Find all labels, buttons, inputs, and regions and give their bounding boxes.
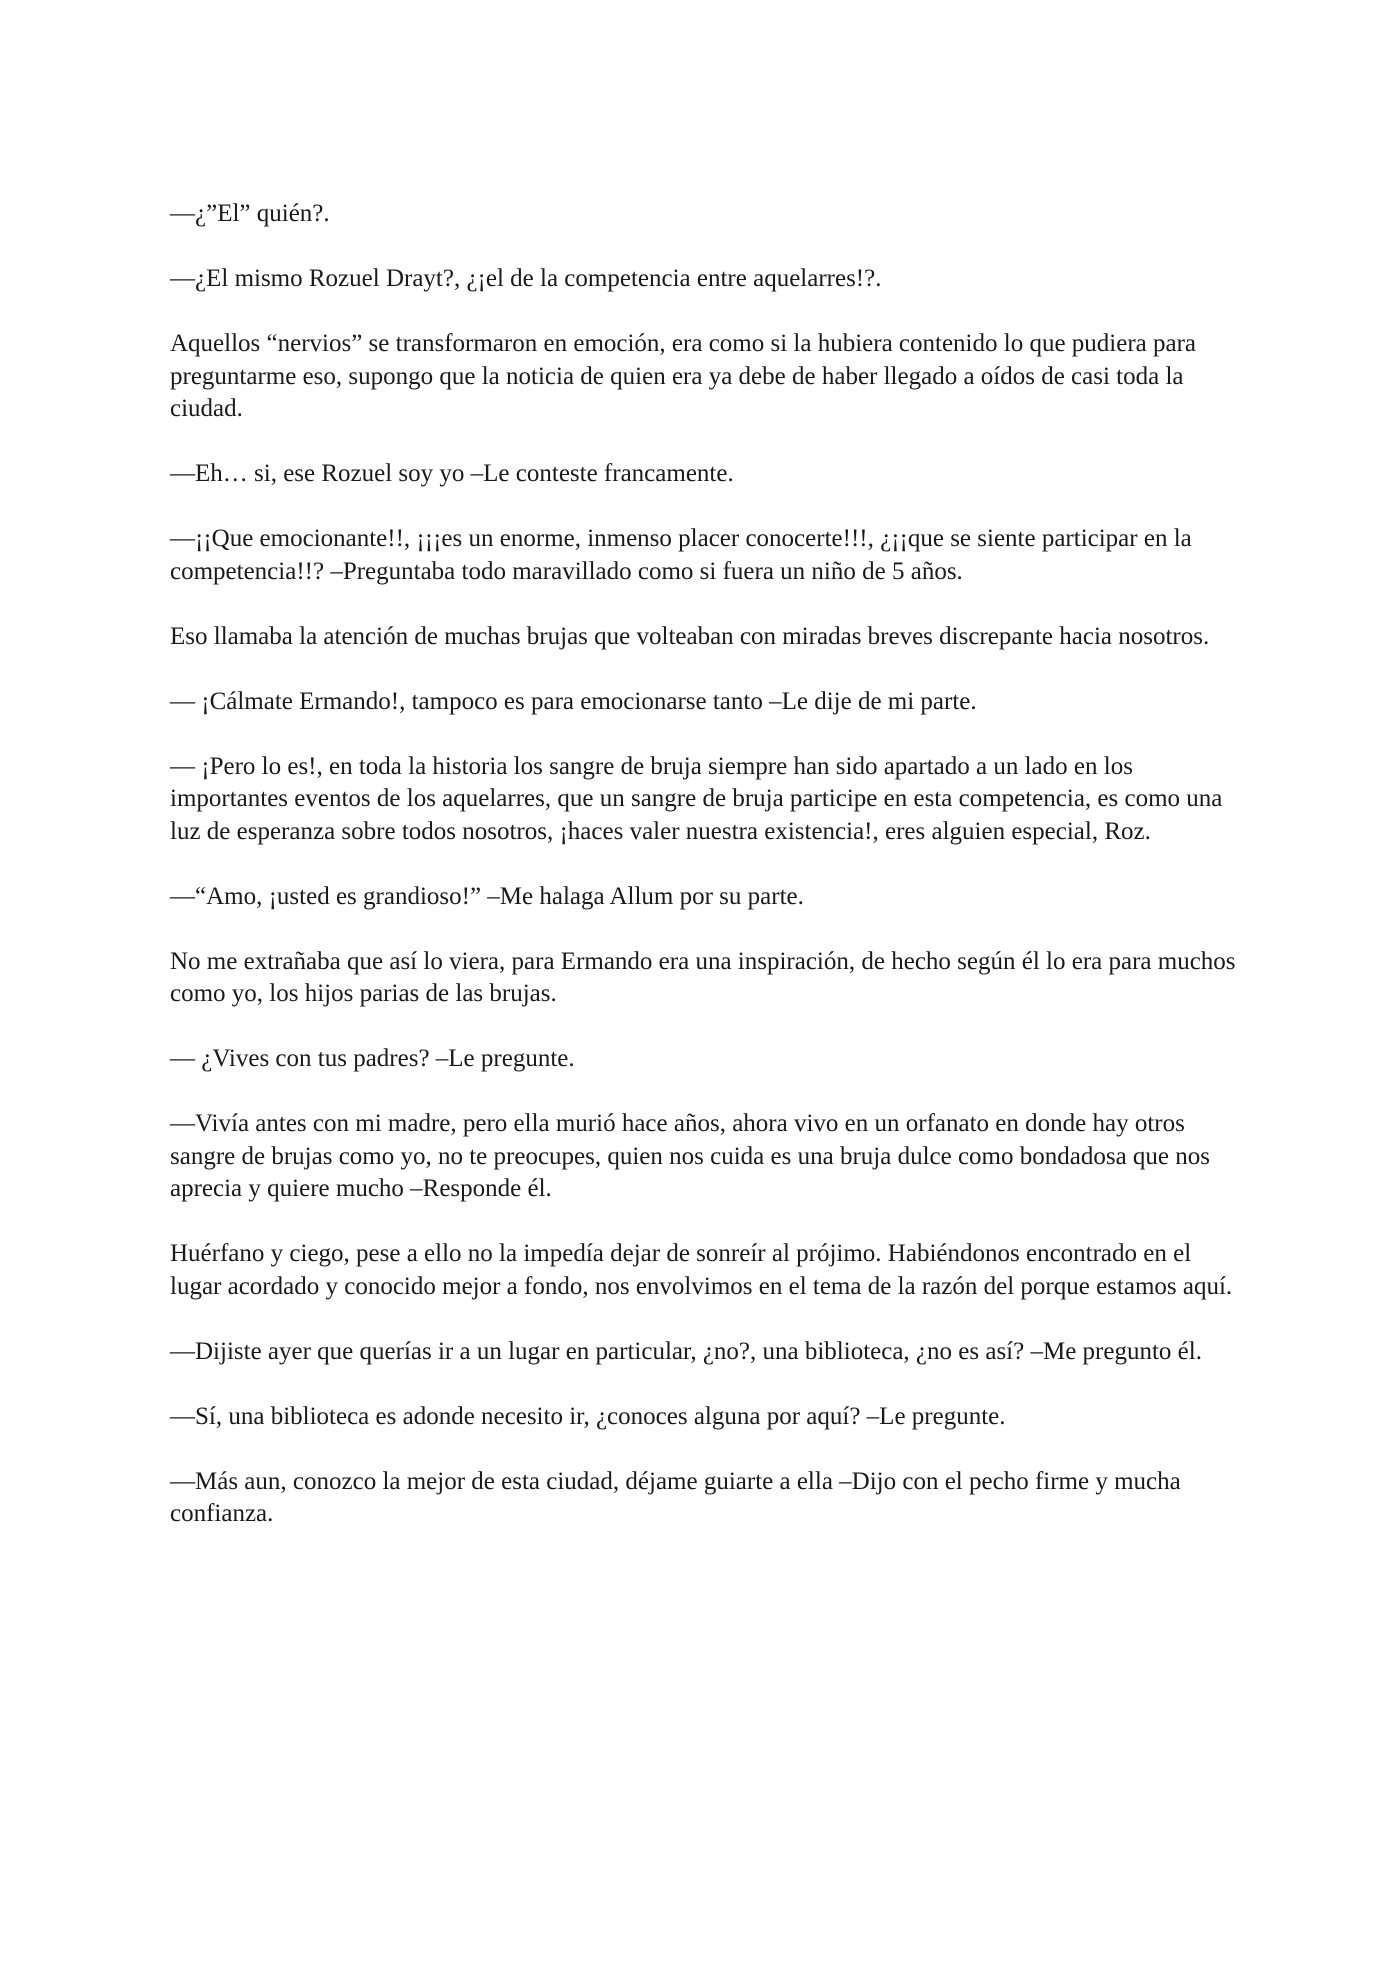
paragraph: Huérfano y ciego, pese a ello no la impedía dejar de sonreír al prójimo. Habiéndonos encontrado en el lugar acordado y conocido mejor a fondo, nos envolvimos en el tema de la razón del porque estamos aquí. <box>170 1240 1233 1300</box>
paragraph: — ¿Vives con tus padres? –Le pregunte. <box>170 1045 575 1072</box>
paragraph: —Sí, una biblioteca es adonde necesito ir, ¿conoces alguna por aquí? –Le pregunte. <box>170 1402 1006 1430</box>
paragraph: —Vivía antes con mi madre, pero ella murió hace años, ahora vivo en un orfanato en donde hay otros sangre de brujas como yo, no te preocupes, quien nos cuida es una bruja dulce como bondadosa que nos aprecia y quiere mucho –Responde él. <box>170 1110 1210 1202</box>
paragraph: — ¡Cálmate Ermando!, tampoco es para emocionarse tanto –Le dije de mi parte. <box>170 687 977 715</box>
paragraph: —Más aun, conozco la mejor de esta ciudad, déjame guiarte a ella –Dijo con el pecho firme y mucha confianza. <box>170 1467 1181 1527</box>
paragraph: —Eh… si, ese Rozuel soy yo –Le conteste francamente. <box>170 460 734 487</box>
paragraph: —¡¡Que emocionante!!, ¡¡¡es un enorme, inmenso placer conocerte!!!, ¿¡¡que se siente participar en la competencia!!? –Preguntaba todo maravillado como si fuera un niño de 5 años. <box>170 525 1192 585</box>
body-text <box>170 198 1240 1563</box>
paragraph: —Dijiste ayer que querías ir a un lugar en particular, ¿no?, una biblioteca, ¿no es así? –Me pregunto él. <box>170 1337 1202 1365</box>
paragraph: Aquellos “nervios” se transformaron en emoción, era como si la hubiera contenido lo que pudiera para preguntarme eso, supongo que la noticia de quien era ya debe de haber llegado a oídos de casi toda la ciudad. <box>170 330 1197 422</box>
paragraph: No me extrañaba que así lo viera, para Ermando era una inspiración, de hecho según él lo era para muchos como yo, los hijos parias de las brujas. <box>170 947 1236 1007</box>
paragraph: —“Amo, ¡usted es grandioso!” –Me halaga Allum por su parte. <box>170 882 804 910</box>
paragraph: Eso llamaba la atención de muchas brujas que volteaban con miradas breves discrepante hacia nosotros. <box>170 622 1210 650</box>
paragraph: —¿”El” quién?. <box>170 200 330 227</box>
paragraph: — ¡Pero lo es!, en toda la historia los sangre de bruja siempre han sido apartado a un lado en los importantes eventos de los aquelarres, que un sangre de bruja participe en esta competencia, es como una luz de esperanza sobre todos nosotros, ¡haces valer nuestra existencia!, eres alguien especial, Roz. <box>170 752 1223 845</box>
paragraph: —¿El mismo Rozuel Drayt?, ¿¡el de la competencia entre aquelarres!?. <box>170 265 882 292</box>
